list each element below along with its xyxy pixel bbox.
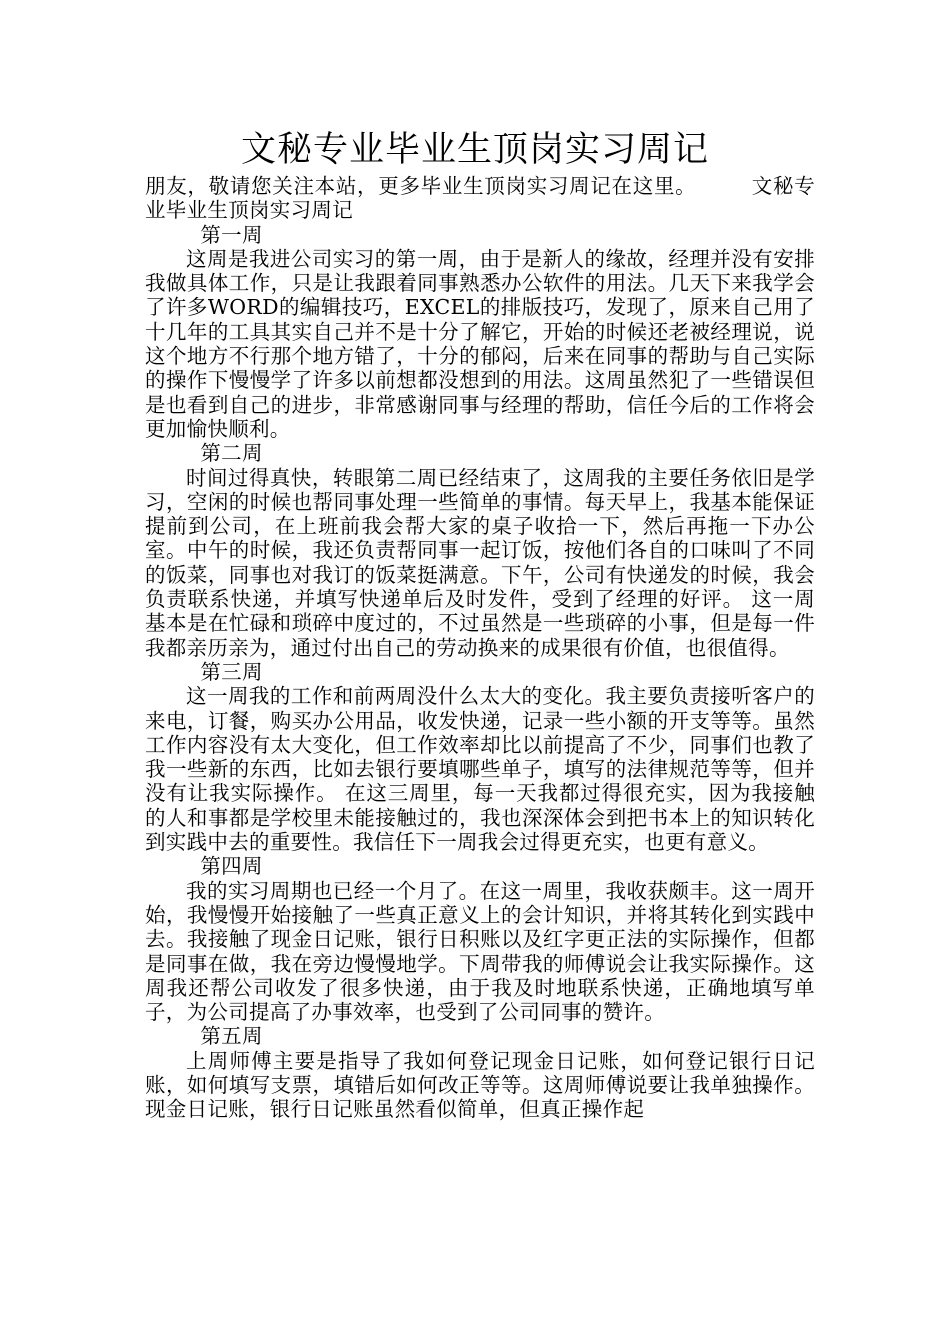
week-3-body: 这一周我的工作和前两周没什么太大的变化。我主要负责接听客户的来电，订餐，购买办公用品，收发快递，记录一些小额的开支等等。虽然工作内容没有太大变化，但工作效率却比以前提高了不少，同事们也教了我一些新的东西，比如去银行要填哪些单子，填写的法律规范等等，但并没有让我实际操作。 在这三周里，每一天我都过得很充实，因为我接触的人和事都是学校里未能接触过的，我也深深体会到把书本上的知识转化到实践中去的重要性。我信任下一周我会过得更充实，也更有意义。 [145,684,815,855]
week-5-body: 上周师傅主要是指导了我如何登记现金日记账，如何登记银行日记账，如何填写支票，填错后如何改正等等。这周师傅说要让我单独操作。现金日记账，银行日记账虽然看似简单，但真正操作起 [145,1048,815,1122]
document-body [145,174,815,1122]
week-1-heading: 第一周 [200,222,263,247]
intro-tail: 文秘专业毕业生顶岗实习周记 [145,174,815,223]
intro-paragraph [145,174,815,223]
week-1-body: 这周是我进公司实习的第一周，由于是新人的缘故，经理并没有安排我做具体工作，只是让我跟着同事熟悉办公软件的用法。几天下来我学会了许多WORD的编辑技巧，EXCEL的排版技巧，发现了，原来自己用了十几年的工具其实自己并不是十分了解它，开始的时候还老被经理说，说这个地方不行那个地方错了，十分的郁闷，后来在同事的帮助与自己实际的操作下慢慢学了许多以前想都没想到的用法。这周虽然犯了一些错误但是也看到自己的进步，非常感谢同事与经理的帮助，信任今后的工作将会更加愉快顺利。 [145,246,815,441]
week-3-heading: 第三周 [200,659,263,684]
week-2-heading: 第二周 [200,441,263,466]
intro-lead: 朋友，敬请您关注本站，更多毕业生顶岗实习周记在这里。 [145,174,697,198]
week-4-heading: 第四周 [200,854,263,879]
week-5-heading: 第五周 [200,1024,263,1049]
document-title: 文秘专业毕业生顶岗实习周记 [240,130,709,170]
week-4-body: 我的实习周期也已经一个月了。在这一周里，我收获颇丰。这一周开始，我慢慢开始接触了一些真正意义上的会计知识，并将其转化到实践中去。我接触了现金日记账，银行日积账以及红字更正法的实际操作，但都是同事在做，我在旁边慢慢地学。下周带我的师傅说会让我实际操作。这周我还帮公司收发了很多快递，由于我及时地联系快递，正确地填写单子，为公司提高了办事效率，也受到了公司同事的赞许。 [145,878,815,1025]
week-2-body: 时间过得真快，转眼第二周已经结束了，这周我的主要任务依旧是学习，空闲的时候也帮同事处理一些简单的事情。每天早上，我基本能保证提前到公司，在上班前我会帮大家的桌子收拾一下，然后再拖一下办公室。中午的时候，我还负责帮同事一起订饭，按他们各自的口味叫了不同的饭菜，同事也对我订的饭菜挺满意。下午，公司有快递发的时候，我会负责联系快递，并填写快递单后及时发件，受到了经理的好评。 这一周基本是在忙碌和琐碎中度过的，不过虽然是一些琐碎的小事，但是每一件我都亲历亲为，通过付出自己的劳动换来的成果很有价值，也很值得。 [145,465,815,660]
